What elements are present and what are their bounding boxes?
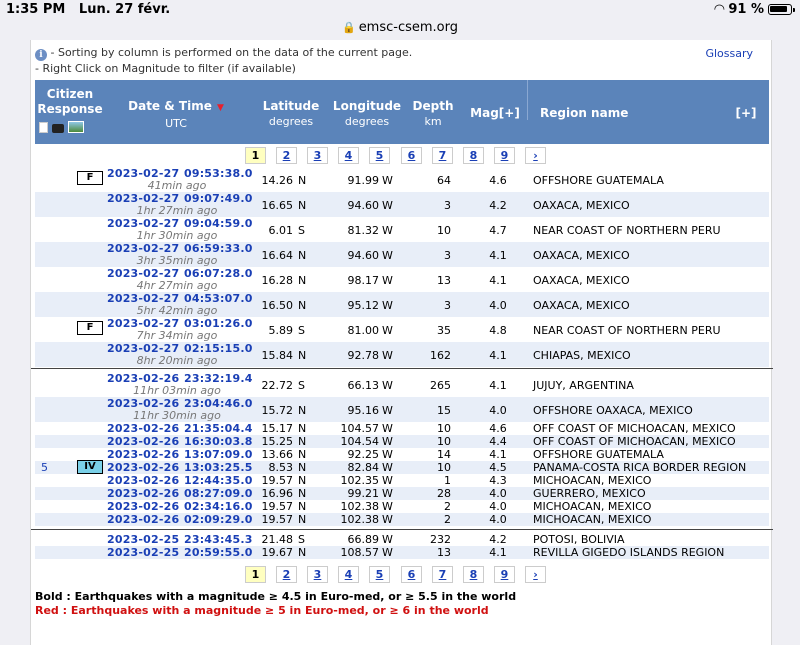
longitude-value: 98.17 [347,274,379,287]
event-time-link[interactable]: 13:07:09.0 [184,448,253,461]
status-time: 1:35 PM Lun. 27 févr. [6,2,171,17]
region-name: CHIAPAS, MEXICO [533,349,631,362]
region-name: OFF COAST OF MICHOACAN, MEXICO [533,422,736,435]
table-row[interactable]: 2023-02-26 23:32:19.4 11hr 03min ago 22.72 S 66.13 W 265 4.1 JUJUY, ARGENTINA [107,372,634,397]
event-time-link[interactable]: 09:07:49.0 [184,192,253,205]
latitude-hemisphere: N [298,299,307,312]
latitude-hemisphere: N [298,500,307,513]
longitude-hemisphere: W [382,199,393,212]
day-divider [31,529,773,530]
magnitude-value[interactable]: 4.5 [489,461,507,474]
glossary-link[interactable]: Glossary [705,47,753,60]
legend-bold: Bold : Earthquakes with a magnitude ≥ 4.5 in Euro-med, or ≥ 5.5 in the world [35,590,517,603]
depth-value: 10 [437,435,451,448]
latitude-value: 16.64 [261,249,293,262]
event-time-link[interactable]: 23:32:19.4 [184,372,253,385]
event-time-link[interactable]: 16:30:03.8 [184,435,253,448]
longitude-hemisphere: W [382,513,393,526]
info-icon: i [35,49,47,61]
latitude-value: 6.01 [268,224,293,237]
table-row[interactable]: F 2023-02-27 03:01:26.0 7hr 34min ago 5.89 S 81.00 W 35 4.8 NEAR COAST OF NORTHERN PERU [35,317,769,342]
region-name: JUJUY, ARGENTINA [533,379,634,392]
depth-value: 2 [444,513,451,526]
depth-value: 13 [437,274,451,287]
depth-value: 10 [437,461,451,474]
depth-value: 3 [444,249,451,262]
intensity-badge[interactable]: F [77,171,103,185]
page-3-link[interactable]: 3 [307,566,328,583]
latitude-hemisphere: N [298,404,307,417]
camera-icon[interactable] [52,124,64,133]
longitude-value: 92.25 [347,448,379,461]
table-row[interactable]: 2023-02-27 02:15:15.0 8hr 20min ago 15.84 N 92.78 W 162 4.1 CHIAPAS, MEXICO [35,342,769,367]
col-date-time[interactable]: Date & Time ▼ UTC [128,99,224,130]
longitude-value: 91.99 [347,174,379,187]
latitude-hemisphere: N [298,448,307,461]
longitude-hemisphere: W [382,224,393,237]
page-8-link[interactable]: 8 [463,147,484,164]
region-name: OAXACA, MEXICO [533,199,630,212]
table-row[interactable]: 2023-02-27 06:07:28.0 4hr 27min ago 16.28 N 98.17 W 13 4.1 OAXACA, MEXICO [107,267,630,292]
latitude-hemisphere: S [298,533,305,546]
magnitude-value[interactable]: 4.0 [489,404,507,417]
longitude-value: 102.35 [340,474,379,487]
event-time-link[interactable]: 02:09:29.0 [184,513,253,526]
page-6-link[interactable]: 6 [401,566,422,583]
depth-value: 35 [437,324,451,337]
latitude-hemisphere: S [298,224,305,237]
depth-value: 3 [444,199,451,212]
page-7-link[interactable]: 7 [432,566,453,583]
table-row[interactable]: F 2023-02-27 09:53:38.0 41min ago 14.26 N 91.99 W 64 4.6 OFFSHORE GUATEMALA [35,167,769,192]
citizen-count[interactable]: 5 [41,461,48,474]
longitude-value: 82.84 [347,461,379,474]
longitude-hemisphere: W [382,546,393,559]
time-ago: 8hr 20min ago [136,354,218,367]
table-row[interactable]: 2023-02-26 21:35:04.4 15.17 N 104.57 W 10 4.6 OFF COAST OF MICHOACAN, MEXICO [107,422,736,435]
magnitude-value[interactable]: 4.3 [489,474,507,487]
status-bar [0,0,800,20]
time-ago: 1hr 30min ago [136,229,218,242]
event-time-link[interactable]: 04:53:07.0 [184,292,253,305]
page-1-link[interactable]: 1 [245,147,266,164]
citizen-icons [39,121,109,135]
longitude-value: 81.00 [347,324,379,337]
magnitude-value[interactable]: 4.0 [489,500,507,513]
latitude-value: 16.50 [261,299,293,312]
magnitude-value[interactable]: 4.1 [489,249,507,262]
depth-value: 13 [437,546,451,559]
magnitude-value[interactable]: 4.0 [489,513,507,526]
depth-value: 2 [444,500,451,513]
table-row[interactable]: 2023-02-26 12:44:35.0 19.57 N 102.35 W 1 4.3 MICHOACAN, MEXICO [107,474,652,487]
time-ago: 4hr 27min ago [136,279,218,292]
longitude-value: 66.13 [347,379,379,392]
region-name: OAXACA, MEXICO [533,274,630,287]
depth-value: 3 [444,299,451,312]
event-time-link[interactable]: 20:59:55.0 [184,546,253,559]
latitude-value: 19.57 [261,500,293,513]
time-ago: 41min ago [147,179,207,192]
magnitude-value[interactable]: 4.0 [489,299,507,312]
event-time-link[interactable]: 23:43:45.3 [184,533,253,546]
magnitude-value[interactable]: 4.2 [489,199,507,212]
info-sorting-note: - Sorting by column is performed on the data of the current page. [50,46,413,59]
depth-value: 28 [437,487,451,500]
depth-value: 10 [437,422,451,435]
table-row[interactable]: 2023-02-26 02:09:29.0 19.57 N 102.38 W 2 4.0 MICHOACAN, MEXICO [35,513,769,526]
latitude-value: 15.25 [261,435,293,448]
col-region[interactable]: Region name [527,80,647,120]
magnitude-value[interactable]: 4.1 [489,274,507,287]
table-row[interactable]: 2023-02-25 23:43:45.3 21.48 S 66.89 W 232 4.2 POTOSI, BOLIVIA [107,533,625,546]
event-time-link[interactable]: 13:03:25.5 [184,461,253,474]
table-row[interactable]: 2023-02-26 23:04:46.0 11hr 30min ago 15.72 N 95.16 W 15 4.0 OFFSHORE OAXACA, MEXICO [35,397,769,422]
longitude-value: 66.89 [347,533,379,546]
depth-value: 232 [430,533,451,546]
region-name: OFFSHORE OAXACA, MEXICO [533,404,693,417]
page-7-link[interactable]: 7 [432,147,453,164]
latitude-hemisphere: N [298,422,307,435]
longitude-hemisphere: W [382,174,393,187]
page-2-link[interactable]: 2 [276,147,297,164]
longitude-hemisphere: W [382,435,393,448]
longitude-hemisphere: W [382,500,393,513]
legend-red: Red : Earthquakes with a magnitude ≥ 5 in Euro-med, or ≥ 6 in the world [35,604,489,617]
page-9-link[interactable]: 9 [494,566,515,583]
latitude-value: 8.53 [268,461,293,474]
battery-icon [768,4,792,15]
latitude-value: 15.17 [261,422,293,435]
wifi-icon: ◠ [714,2,725,17]
latitude-hemisphere: N [298,435,307,448]
battery-percent: 91 % [728,2,764,17]
page-5-link[interactable]: 5 [369,147,390,164]
longitude-hemisphere: W [382,487,393,500]
event-time-link[interactable]: 09:53:38.0 [184,167,253,180]
table-row[interactable]: 2023-02-25 20:59:55.0 19.67 N 108.57 W 13 4.1 REVILLA GIGEDO ISLANDS REGION [35,546,769,559]
page-2-link[interactable]: 2 [276,566,297,583]
url-text: emsc-csem.org [358,20,458,35]
longitude-value: 81.32 [347,224,379,237]
latitude-value: 13.66 [261,448,293,461]
longitude-hemisphere: W [382,474,393,487]
longitude-value: 104.57 [340,422,379,435]
region-name: MICHOACAN, MEXICO [533,474,652,487]
event-time-link[interactable]: 08:27:09.0 [184,487,253,500]
magnitude-value[interactable]: 4.8 [489,324,507,337]
col-magnitude[interactable]: Mag[+] [470,106,520,120]
latitude-hemisphere: N [298,249,307,262]
longitude-value: 99.21 [347,487,379,500]
intensity-badge[interactable]: IV [77,460,103,474]
depth-value: 1 [444,474,451,487]
event-time-link[interactable]: 02:15:15.0 [184,342,253,355]
latitude-hemisphere: N [298,513,307,526]
page-4-link[interactable]: 4 [338,147,359,164]
region-name: PANAMA-COSTA RICA BORDER REGION [533,461,747,474]
longitude-value: 92.78 [347,349,379,362]
longitude-hemisphere: W [382,274,393,287]
longitude-hemisphere: W [382,249,393,262]
region-name: OFFSHORE GUATEMALA [533,448,664,461]
region-name: MICHOACAN, MEXICO [533,500,652,513]
latitude-hemisphere: N [298,349,307,362]
page-9-link[interactable]: 9 [494,147,515,164]
region-name: OFFSHORE GUATEMALA [533,174,664,187]
longitude-hemisphere: W [382,404,393,417]
magnitude-value[interactable]: 4.0 [489,487,507,500]
lock-icon: 🔒 [341,21,356,34]
status-right [714,2,792,17]
region-name: GUERRERO, MEXICO [533,487,646,500]
region-name: NEAR COAST OF NORTHERN PERU [533,324,721,337]
latitude-hemisphere: N [298,174,307,187]
latitude-hemisphere: S [298,324,305,337]
col-longitude[interactable]: Longitude degrees [332,99,402,128]
page-1-link[interactable]: 1 [245,566,266,583]
magnitude-value[interactable]: 4.6 [489,422,507,435]
table-row[interactable]: 2023-02-27 09:07:49.0 1hr 27min ago 16.65 N 94.60 W 3 4.2 OAXACA, MEXICO [35,192,769,217]
time-ago: 1hr 27min ago [136,204,218,217]
event-time-link[interactable]: 23:04:46.0 [184,397,253,410]
longitude-value: 95.16 [347,404,379,417]
page-4-link[interactable]: 4 [338,566,359,583]
info-filter-note: - Right Click on Magnitude to filter (if available) [35,62,296,75]
latitude-hemisphere: N [298,199,307,212]
time-ago: 11hr 03min ago [133,384,221,397]
depth-value: 265 [430,379,451,392]
latitude-value: 16.96 [261,487,293,500]
longitude-value: 94.60 [347,249,379,262]
latitude-value: 22.72 [261,379,293,392]
magnitude-value[interactable]: 4.2 [489,533,507,546]
picture-icon[interactable] [68,121,84,133]
longitude-hemisphere: W [382,448,393,461]
event-time-link[interactable]: 09:04:59.0 [184,217,253,230]
latitude-hemisphere: N [298,474,307,487]
pagination-bottom [31,563,773,585]
magnitude-value[interactable]: 4.1 [489,349,507,362]
table-row[interactable]: 2023-02-26 16:30:03.8 15.25 N 104.54 W 10 4.4 OFF COAST OF MICHOACAN, MEXICO [35,435,769,448]
page-8-link[interactable]: 8 [463,566,484,583]
info-notes [35,45,412,77]
latitude-value: 21.48 [261,533,293,546]
event-time-link[interactable]: 03:01:26.0 [184,317,253,330]
sort-desc-icon: ▼ [216,103,224,113]
region-name: OFF COAST OF MICHOACAN, MEXICO [533,435,736,448]
magnitude-value[interactable]: 4.7 [489,224,507,237]
table-row[interactable]: 2023-02-27 04:53:07.0 5hr 42min ago 16.50 N 95.12 W 3 4.0 OAXACA, MEXICO [35,292,769,317]
longitude-hemisphere: W [382,349,393,362]
page-6-link[interactable]: 6 [401,147,422,164]
page-3-link[interactable]: 3 [307,147,328,164]
latitude-hemisphere: N [298,487,307,500]
latitude-value: 5.89 [268,324,293,337]
page-content [30,40,772,645]
longitude-hemisphere: W [382,533,393,546]
latitude-hemisphere: N [298,546,307,559]
longitude-value: 102.38 [340,513,379,526]
depth-value: 64 [437,174,451,187]
magnitude-value[interactable]: 4.1 [489,379,507,392]
event-time-link[interactable]: 06:59:33.0 [184,242,253,255]
latitude-hemisphere: N [298,274,307,287]
latitude-value: 14.26 [261,174,293,187]
time-ago: 3hr 35min ago [136,254,218,267]
depth-value: 15 [437,404,451,417]
longitude-value: 108.57 [340,546,379,559]
longitude-hemisphere: W [382,299,393,312]
time-ago: 11hr 30min ago [133,409,221,422]
col-latitude[interactable]: Latitude degrees [262,99,320,128]
longitude-hemisphere: W [382,379,393,392]
magnitude-value[interactable]: 4.1 [489,448,507,461]
col-citizen-response[interactable]: Citizen Response [37,87,103,116]
magnitude-value[interactable]: 4.4 [489,435,507,448]
region-name: REVILLA GIGEDO ISLANDS REGION [533,546,725,559]
region-name: NEAR COAST OF NORTHERN PERU [533,224,721,237]
table-row[interactable]: 2023-02-27 09:04:59.0 1hr 30min ago 6.01 S 81.32 W 10 4.7 NEAR COAST OF NORTHERN PERU [107,217,721,242]
longitude-value: 102.38 [340,500,379,513]
event-time-link[interactable]: 02:34:16.0 [184,500,253,513]
longitude-value: 94.60 [347,199,379,212]
event-time-link[interactable]: 21:35:04.4 [184,422,253,435]
latitude-hemisphere: S [298,379,305,392]
region-name: OAXACA, MEXICO [533,249,630,262]
magnitude-value[interactable]: 4.6 [489,174,507,187]
region-expand-button[interactable]: [+] [735,106,757,120]
longitude-hemisphere: W [382,422,393,435]
day-divider [31,368,773,369]
col-depth[interactable]: Depth km [412,99,454,128]
depth-value: 14 [437,448,451,461]
magnitude-value[interactable]: 4.1 [489,546,507,559]
latitude-value: 19.57 [261,474,293,487]
pagination-top [31,144,773,166]
latitude-value: 15.84 [261,349,293,362]
latitude-value: 19.67 [261,546,293,559]
event-time-link[interactable]: 06:07:28.0 [184,267,253,280]
url-bar[interactable] [0,20,800,40]
next-page-link[interactable]: › [525,566,546,583]
depth-value: 10 [437,224,451,237]
latitude-value: 19.57 [261,513,293,526]
latitude-value: 16.65 [261,199,293,212]
time-ago: 5hr 42min ago [136,304,218,317]
longitude-value: 95.12 [347,299,379,312]
table-row[interactable]: 2023-02-27 06:59:33.0 3hr 35min ago 16.64 N 94.60 W 3 4.1 OAXACA, MEXICO [35,242,769,267]
latitude-value: 15.72 [261,404,293,417]
longitude-hemisphere: W [382,324,393,337]
page-5-link[interactable]: 5 [369,566,390,583]
table-row[interactable]: 5 IV 2023-02-26 13:03:25.5 8.53 N 82.84 W 10 4.5 PANAMA-COSTA RICA BORDER REGION [35,461,769,474]
latitude-hemisphere: N [298,461,307,474]
latitude-value: 16.28 [261,274,293,287]
table-row[interactable]: 2023-02-26 08:27:09.0 16.96 N 99.21 W 28 4.0 GUERRERO, MEXICO [35,487,769,500]
next-page-link[interactable]: › [525,147,546,164]
table-header [35,80,769,144]
region-name: MICHOACAN, MEXICO [533,513,652,526]
region-name: POTOSI, BOLIVIA [533,533,625,546]
depth-value: 162 [430,349,451,362]
document-icon[interactable] [39,122,48,133]
table-row[interactable]: 2023-02-26 13:07:09.0 13.66 N 92.25 W 14 4.1 OFFSHORE GUATEMALA [107,448,664,461]
region-name: OAXACA, MEXICO [533,299,630,312]
time-ago: 7hr 34min ago [136,329,218,342]
longitude-hemisphere: W [382,461,393,474]
intensity-badge[interactable]: F [77,321,103,335]
table-row[interactable]: 2023-02-26 02:34:16.0 19.57 N 102.38 W 2 4.0 MICHOACAN, MEXICO [107,500,652,513]
event-time-link[interactable]: 12:44:35.0 [184,474,253,487]
longitude-value: 104.54 [340,435,379,448]
